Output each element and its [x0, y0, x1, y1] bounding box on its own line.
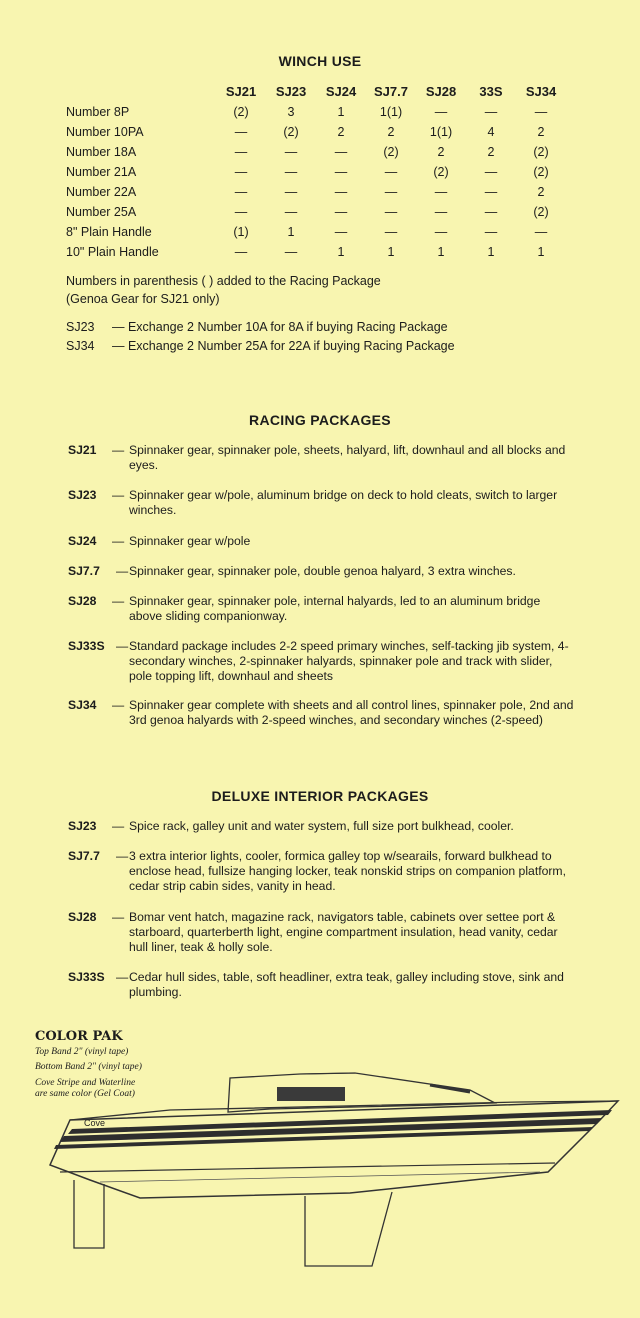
table-cell: 1 [487, 245, 495, 259]
row-label: Number 8P [66, 105, 130, 119]
table-cell: (2) [433, 165, 449, 179]
table-cell: 1(1) [429, 125, 453, 139]
table-cell: — [534, 225, 548, 239]
column-header: 33S [479, 83, 503, 99]
note-line: Numbers in parenthesis ( ) added to the Racing Package [66, 274, 381, 288]
table-cell: 1 [437, 245, 445, 259]
table-row [66, 182, 566, 202]
package-model: SJ33S [68, 970, 105, 984]
color-pak-line: Bottom Band 2" (vinyl tape) [35, 1062, 142, 1072]
package-model: SJ33S [68, 639, 105, 653]
table-cell: — [384, 225, 398, 239]
table-cell: 2 [387, 125, 395, 139]
color-pak-line: Cove Stripe and Waterline [35, 1078, 136, 1088]
table-cell: — [434, 225, 448, 239]
cabin-window [277, 1087, 345, 1101]
package-item [68, 849, 574, 894]
color-pak-title: COLOR PAK [35, 1029, 123, 1044]
table-cell: — [384, 205, 398, 219]
table-cell: — [234, 145, 248, 159]
table-row [66, 142, 566, 162]
table-cell: 3 [287, 105, 295, 119]
package-model: SJ23 [68, 488, 97, 502]
table-cell: (2) [533, 145, 549, 159]
column-header: SJ7.7 [374, 83, 408, 99]
table-cell: (2) [233, 105, 249, 119]
row-label: Number 25A [66, 205, 137, 219]
table-cell: — [234, 125, 248, 139]
table-row [66, 242, 566, 262]
table-cell: 1 [287, 225, 295, 239]
row-label: Number 10PA [66, 125, 144, 139]
table-cell: 1 [387, 245, 395, 259]
winch-use-title: WINCH USE [278, 53, 362, 69]
table-cell: 4 [487, 125, 495, 139]
package-model: SJ28 [68, 910, 97, 924]
table-cell: — [434, 205, 448, 219]
table-cell: — [234, 205, 248, 219]
table-cell: — [234, 185, 248, 199]
table-cell: — [434, 185, 448, 199]
package-dash: — [116, 564, 129, 578]
package-dash: — [112, 443, 125, 457]
table-cell: — [334, 185, 348, 199]
table-row [66, 122, 566, 142]
package-item [68, 639, 574, 684]
package-item [68, 698, 574, 728]
table-cell: (2) [383, 145, 399, 159]
package-item [68, 819, 574, 834]
package-item [68, 594, 574, 624]
package-dash: — [116, 849, 129, 863]
table-cell: — [484, 165, 498, 179]
row-label: Number 18A [66, 145, 137, 159]
package-dash: — [112, 534, 125, 548]
table-cell: — [484, 185, 498, 199]
table-cell: — [284, 185, 298, 199]
table-cell: — [384, 165, 398, 179]
table-cell: — [334, 225, 348, 239]
table-cell: — [484, 105, 498, 119]
column-header: SJ34 [525, 83, 557, 99]
table-cell: (2) [533, 165, 549, 179]
row-label: 10" Plain Handle [66, 245, 159, 259]
exchange-text: — Exchange 2 Number 25A for 22A if buying Racing Package [112, 339, 455, 353]
package-dash: — [116, 639, 129, 653]
package-description: Spinnaker gear complete with sheets and all control lines, spinnaker pole, 2nd and 3rd genoa halyards with 2-speed winches, and secondary winches (2-speed) [129, 698, 574, 727]
winch-table-body [66, 102, 566, 262]
exchange-text: — Exchange 2 Number 10A for 8A if buying Racing Package [112, 320, 448, 334]
row-label: Number 21A [66, 165, 137, 179]
package-model: SJ28 [68, 594, 97, 608]
package-item [68, 910, 574, 955]
package-dash: — [112, 910, 125, 924]
package-item [68, 970, 574, 1000]
table-cell: — [234, 165, 248, 179]
table-cell: — [284, 245, 298, 259]
package-model: SJ21 [68, 443, 97, 457]
table-cell: 2 [437, 145, 445, 159]
column-header: SJ28 [425, 83, 457, 99]
package-item [68, 564, 574, 579]
package-item [68, 534, 574, 549]
table-cell: — [384, 185, 398, 199]
package-description: Spinnaker gear w/pole [129, 534, 251, 548]
table-cell: — [284, 205, 298, 219]
sailboat-illustration [0, 1060, 640, 1280]
exchange-model: SJ23 [66, 320, 95, 334]
deluxe-interior-title: DELUXE INTERIOR PACKAGES [211, 788, 429, 804]
table-cell: (2) [283, 125, 299, 139]
table-cell: (1) [233, 225, 249, 239]
package-model: SJ7.7 [68, 849, 100, 863]
table-cell: 1 [537, 245, 545, 259]
row-label: Number 22A [66, 185, 137, 199]
table-cell: — [284, 145, 298, 159]
column-header: SJ24 [325, 83, 357, 99]
table-cell: (2) [533, 205, 549, 219]
package-description: 3 extra interior lights, cooler, formica galley top w/searails, forward bulkhead to enclose head, fullsize hanging locker, teak nonskid strips on companion platform, cedar strip cabin sides, vanity in head. [129, 849, 566, 893]
package-dash: — [112, 698, 125, 712]
column-header: SJ23 [275, 83, 307, 99]
table-cell: 2 [537, 125, 545, 139]
racing-packages-title: RACING PACKAGES [249, 412, 391, 428]
winch-use-table [66, 80, 566, 262]
table-row [66, 202, 566, 222]
package-model: SJ23 [68, 819, 97, 833]
table-header-row [66, 80, 566, 102]
table-cell: 1(1) [379, 105, 403, 119]
package-model: SJ34 [68, 698, 97, 712]
table-row [66, 162, 566, 182]
package-description: Spinnaker gear, spinnaker pole, internal halyards, led to an aluminum bridge above sliding companionway. [129, 594, 541, 623]
row-label: 8" Plain Handle [66, 225, 152, 239]
table-cell: 2 [337, 125, 345, 139]
package-description: Spinnaker gear w/pole, aluminum bridge on deck to hold cleats, switch to larger winches. [129, 488, 558, 517]
package-description: Spice rack, galley unit and water system, full size port bulkhead, cooler. [129, 819, 514, 833]
package-description: Spinnaker gear, spinnaker pole, sheets, halyard, lift, downhaul and all blocks and eyes. [129, 443, 566, 472]
package-description: Spinnaker gear, spinnaker pole, double genoa halyard, 3 extra winches. [129, 564, 516, 578]
package-dash: — [112, 594, 125, 608]
column-header: SJ21 [225, 83, 257, 99]
table-cell: — [334, 145, 348, 159]
table-cell: — [334, 165, 348, 179]
exchange-notes [66, 318, 455, 356]
exchange-model: SJ34 [66, 339, 95, 353]
parenthesis-note [66, 272, 381, 308]
table-cell: 2 [537, 185, 545, 199]
table-cell: — [434, 105, 448, 119]
note-line: (Genoa Gear for SJ21 only) [66, 292, 220, 306]
table-row [66, 102, 566, 122]
package-dash: — [112, 819, 125, 833]
table-cell: 2 [487, 145, 495, 159]
package-item [68, 443, 574, 473]
package-description: Standard package includes 2-2 speed primary winches, self-tacking jib system, 4-secondary winches, 2-spinnaker halyards, spinnaker pole and track with slider, pole topping lift, downhaul and sheets [129, 639, 569, 683]
table-cell: — [484, 205, 498, 219]
exchange-line [66, 337, 455, 356]
package-description: Bomar vent hatch, magazine rack, navigators table, cabinets over settee port & starboard, quarterberth light, engine compartment insulation, head vanity, cedar hull liner, teak & holly sole. [129, 910, 558, 954]
table-cell: 1 [337, 245, 345, 259]
table-cell: — [484, 225, 498, 239]
header-blank [66, 80, 216, 102]
package-dash: — [116, 970, 129, 984]
table-cell: — [234, 245, 248, 259]
table-cell: — [284, 165, 298, 179]
table-row [66, 222, 566, 242]
color-pak-line: Top Band 2" (vinyl tape) [35, 1047, 129, 1057]
package-model: SJ24 [68, 534, 97, 548]
table-cell: — [334, 205, 348, 219]
package-model: SJ7.7 [68, 564, 100, 578]
package-item [68, 488, 574, 518]
cove-label: Cove [84, 1118, 106, 1128]
table-cell: 1 [337, 105, 345, 119]
package-dash: — [112, 488, 125, 502]
table-cell: — [534, 105, 548, 119]
color-pak-line: are same color (Gel Coat) [35, 1089, 135, 1099]
exchange-line [66, 318, 455, 337]
package-description: Cedar hull sides, table, soft headliner, extra teak, galley including stove, sink and plumbing. [129, 970, 564, 999]
